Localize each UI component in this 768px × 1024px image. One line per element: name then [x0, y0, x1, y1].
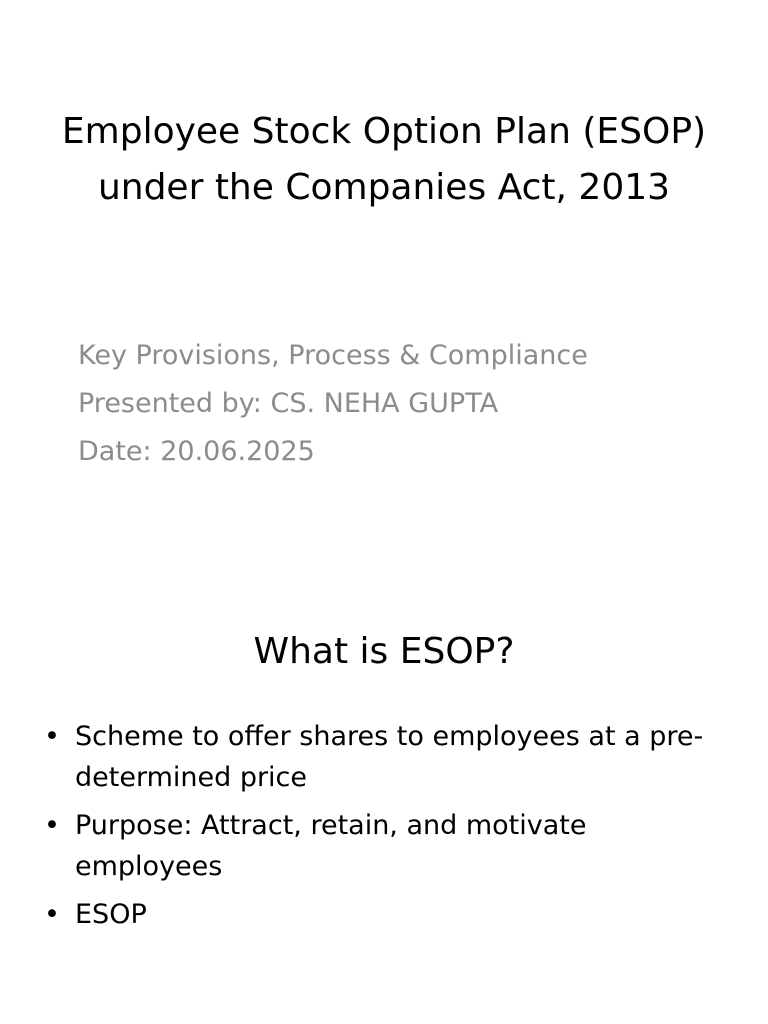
section-title: What is ESOP?	[253, 631, 515, 672]
bullet-list	[44, 716, 724, 942]
bullet-item	[44, 716, 724, 798]
bullet-icon: •	[44, 810, 60, 841]
slide-title: Employee Stock Option Plan (ESOP) under the Companies Act, 2013	[61, 111, 707, 208]
bullet-icon: •	[44, 721, 60, 752]
bullet-text: Scheme to offer shares to employees at a pre-determined price	[75, 721, 704, 793]
subtitle-presenter: Presented by: CS. NEHA GUPTA	[78, 388, 499, 419]
subtitle-topic: Key Provisions, Process & Compliance	[78, 340, 588, 371]
slide-subtitle	[78, 332, 718, 476]
bullet-text: ESOP	[75, 899, 147, 930]
bullet-icon: •	[44, 899, 60, 930]
bullet-item	[44, 805, 724, 887]
bullet-item	[44, 894, 724, 935]
bullet-text: Purpose: Attract, retain, and motivate employees	[75, 810, 587, 882]
subtitle-date: Date: 20.06.2025	[78, 436, 315, 467]
